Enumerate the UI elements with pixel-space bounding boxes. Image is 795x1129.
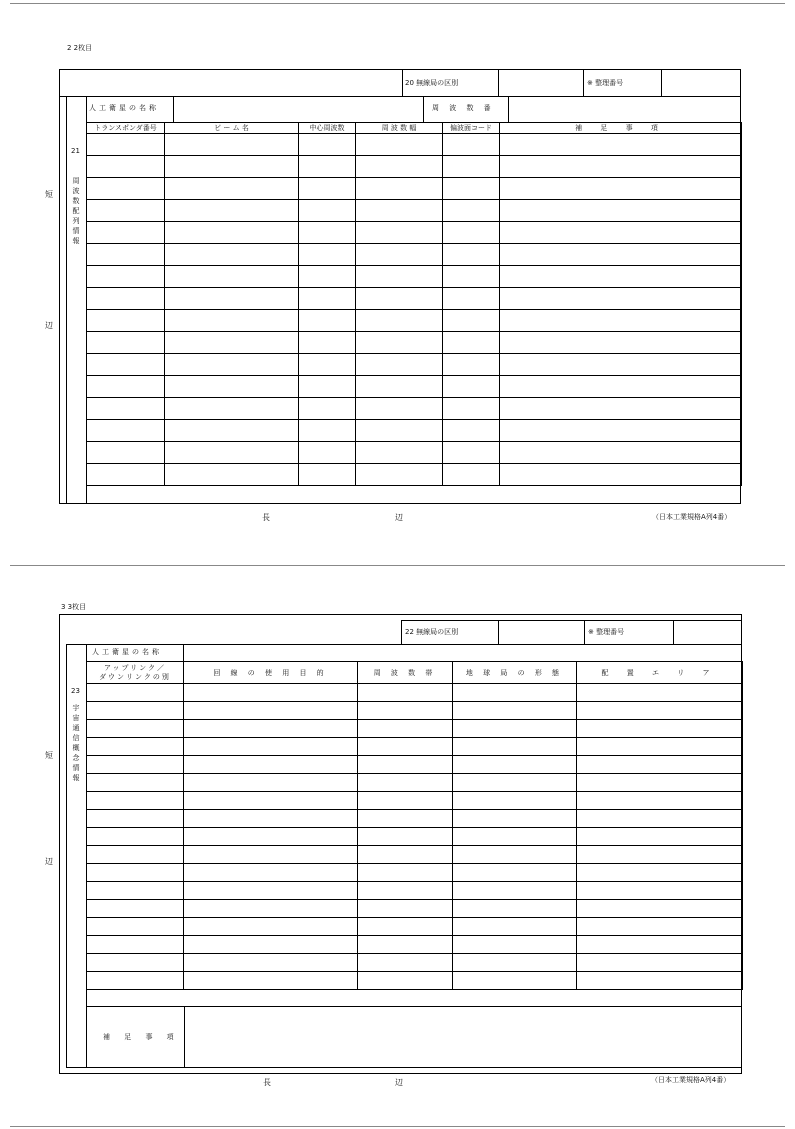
table-cell[interactable]	[500, 134, 742, 156]
page3-remarks-label: 補 足 事 項	[103, 1033, 180, 1041]
table-cell[interactable]	[453, 846, 577, 864]
table-row	[87, 178, 742, 200]
table-row	[87, 900, 743, 918]
table-cell[interactable]	[299, 332, 356, 354]
table-cell[interactable]	[87, 846, 184, 864]
header-line: アップリンク／	[103, 663, 167, 672]
page2-label: 2 2枚目	[67, 44, 93, 52]
table-cell[interactable]	[87, 828, 184, 846]
table-cell[interactable]	[453, 936, 577, 954]
top-separator	[10, 3, 785, 4]
table-cell[interactable]	[356, 442, 443, 464]
table-row	[87, 420, 742, 442]
table-cell[interactable]	[356, 244, 443, 266]
table-cell[interactable]	[358, 900, 453, 918]
table-cell[interactable]	[356, 310, 443, 332]
table-cell[interactable]	[500, 244, 742, 266]
page3-section-title: 宇宙通信概念情報	[72, 704, 80, 782]
page2-ref-label: ※ 整理番号	[587, 79, 624, 87]
table-cell[interactable]	[165, 398, 299, 420]
table-row	[87, 464, 742, 486]
table-cell[interactable]	[577, 828, 743, 846]
table-cell[interactable]	[184, 936, 358, 954]
column-header: ビ ー ム 名	[165, 123, 299, 134]
table-cell[interactable]	[165, 134, 299, 156]
table-cell[interactable]	[87, 936, 184, 954]
table-cell[interactable]	[165, 332, 299, 354]
table-cell[interactable]	[184, 684, 358, 702]
table-cell[interactable]	[299, 222, 356, 244]
table-cell[interactable]	[443, 156, 500, 178]
table-cell[interactable]	[184, 846, 358, 864]
column-header: 補 足 事 項	[500, 123, 742, 134]
table-cell[interactable]	[87, 738, 184, 756]
table-cell[interactable]	[87, 266, 165, 288]
table-cell[interactable]	[184, 882, 358, 900]
table-cell[interactable]	[443, 288, 500, 310]
page3-remarks-row	[86, 1006, 742, 1068]
table-row	[87, 846, 743, 864]
page3-satellite-name-label: 人工衛星の名称	[92, 648, 162, 656]
column-header: 回 線 の 使 用 目 的	[184, 662, 358, 684]
table-cell[interactable]	[299, 310, 356, 332]
table-cell[interactable]	[184, 702, 358, 720]
table-row	[87, 864, 743, 882]
table-cell[interactable]	[299, 398, 356, 420]
table-cell[interactable]	[358, 972, 453, 990]
table-cell[interactable]	[577, 738, 743, 756]
divider	[66, 644, 67, 1068]
table-cell[interactable]	[87, 464, 165, 486]
divider	[423, 96, 424, 122]
table-cell[interactable]	[500, 200, 742, 222]
table-cell[interactable]	[443, 354, 500, 376]
table-cell[interactable]	[356, 376, 443, 398]
table-cell[interactable]	[87, 310, 165, 332]
table-cell[interactable]	[184, 900, 358, 918]
table-cell[interactable]	[165, 200, 299, 222]
table-cell[interactable]	[356, 200, 443, 222]
table-cell[interactable]	[443, 178, 500, 200]
table-cell[interactable]	[577, 792, 743, 810]
column-header: トランスポンダ番号	[87, 123, 165, 134]
table-cell[interactable]	[500, 442, 742, 464]
bottom-separator	[10, 1126, 785, 1127]
table-cell[interactable]	[453, 756, 577, 774]
table-row	[87, 354, 742, 376]
table-cell[interactable]	[87, 918, 184, 936]
table-cell[interactable]	[358, 882, 453, 900]
table-cell[interactable]	[87, 972, 184, 990]
table-cell[interactable]	[87, 900, 184, 918]
page2-section-title: 周波数配列情報	[72, 177, 80, 245]
table-row	[87, 684, 743, 702]
table-row	[87, 442, 742, 464]
column-header: 配 置 エ リ ア	[577, 662, 743, 684]
table-cell[interactable]	[184, 828, 358, 846]
table-cell[interactable]	[356, 266, 443, 288]
table-cell[interactable]	[87, 774, 184, 792]
page2-frequency-field[interactable]	[508, 96, 741, 122]
table-cell[interactable]	[358, 936, 453, 954]
table-cell[interactable]	[165, 310, 299, 332]
page3-long-side-1: 長	[263, 1078, 271, 1087]
page2-frequency-table	[86, 122, 742, 486]
table-cell[interactable]	[356, 420, 443, 442]
table-cell[interactable]	[184, 792, 358, 810]
table-cell[interactable]	[358, 828, 453, 846]
table-cell[interactable]	[358, 954, 453, 972]
page2-long-side-2: 辺	[395, 513, 403, 522]
table-cell[interactable]	[577, 774, 743, 792]
page3-long-side-2: 辺	[395, 1078, 403, 1087]
page3-section-number: 23	[71, 687, 80, 695]
table-cell[interactable]	[453, 954, 577, 972]
table-cell[interactable]	[358, 684, 453, 702]
table-cell[interactable]	[87, 420, 165, 442]
divider	[584, 620, 585, 644]
table-cell[interactable]	[165, 178, 299, 200]
table-cell[interactable]	[87, 398, 165, 420]
table-cell[interactable]	[577, 702, 743, 720]
table-row	[87, 774, 743, 792]
table-row	[87, 244, 742, 266]
page3-station-label: 22 無線局の区別	[405, 628, 459, 636]
page2-satellite-name-label: 人工衛星の名称	[89, 104, 159, 112]
table-cell[interactable]	[358, 810, 453, 828]
table-cell[interactable]	[87, 702, 184, 720]
table-cell[interactable]	[577, 918, 743, 936]
page2-table-header	[87, 123, 742, 134]
table-cell[interactable]	[453, 738, 577, 756]
table-cell[interactable]	[500, 420, 742, 442]
table-cell[interactable]	[443, 376, 500, 398]
table-row	[87, 398, 742, 420]
table-cell[interactable]	[87, 156, 165, 178]
table-cell[interactable]	[184, 864, 358, 882]
table-cell[interactable]	[453, 972, 577, 990]
page2-short-side-1: 短	[45, 190, 53, 199]
table-cell[interactable]	[577, 756, 743, 774]
page3-ref-field[interactable]	[673, 620, 742, 644]
table-cell[interactable]	[184, 918, 358, 936]
table-cell[interactable]	[299, 442, 356, 464]
table-row	[87, 792, 743, 810]
table-row	[87, 738, 743, 756]
table-cell[interactable]	[87, 684, 184, 702]
table-cell[interactable]	[87, 200, 165, 222]
column-header	[87, 662, 184, 684]
column-header: 周 波 数 帯	[358, 662, 453, 684]
table-cell[interactable]	[299, 244, 356, 266]
table-cell[interactable]	[184, 972, 358, 990]
table-cell[interactable]	[443, 200, 500, 222]
table-row	[87, 954, 743, 972]
table-row	[87, 828, 743, 846]
table-row	[87, 936, 743, 954]
table-cell[interactable]	[87, 720, 184, 738]
table-cell[interactable]	[356, 222, 443, 244]
table-cell[interactable]	[577, 864, 743, 882]
table-cell[interactable]	[87, 244, 165, 266]
table-cell[interactable]	[356, 178, 443, 200]
page3-jis-note: （日本工業規格A列4番）	[651, 1076, 731, 1084]
table-cell[interactable]	[358, 756, 453, 774]
table-cell[interactable]	[299, 178, 356, 200]
table-cell[interactable]	[358, 846, 453, 864]
table-cell[interactable]	[453, 828, 577, 846]
table-cell[interactable]	[358, 720, 453, 738]
page2-satellite-name-field[interactable]	[173, 96, 423, 122]
header-line: ダウンリンクの別	[99, 672, 171, 681]
table-cell[interactable]	[87, 288, 165, 310]
page2-short-side-2: 辺	[45, 321, 53, 330]
table-row	[87, 720, 743, 738]
table-cell[interactable]	[87, 810, 184, 828]
table-cell[interactable]	[577, 846, 743, 864]
column-header: 地 球 局 の 形 態	[453, 662, 577, 684]
table-cell[interactable]	[443, 398, 500, 420]
table-cell[interactable]	[299, 354, 356, 376]
table-cell[interactable]	[87, 134, 165, 156]
table-row	[87, 332, 742, 354]
table-cell[interactable]	[443, 310, 500, 332]
table-cell[interactable]	[165, 266, 299, 288]
table-cell[interactable]	[184, 774, 358, 792]
table-row	[87, 266, 742, 288]
table-cell[interactable]	[500, 354, 742, 376]
divider	[401, 620, 402, 644]
middle-separator	[10, 565, 785, 566]
table-cell[interactable]	[299, 464, 356, 486]
table-cell[interactable]	[299, 376, 356, 398]
table-cell[interactable]	[184, 756, 358, 774]
table-cell[interactable]	[453, 720, 577, 738]
table-cell[interactable]	[577, 810, 743, 828]
table-cell[interactable]	[453, 684, 577, 702]
table-cell[interactable]	[453, 882, 577, 900]
table-cell[interactable]	[443, 332, 500, 354]
table-cell[interactable]	[165, 354, 299, 376]
table-cell[interactable]	[500, 156, 742, 178]
divider	[66, 96, 67, 503]
table-cell[interactable]	[184, 810, 358, 828]
page2-frequency-label: 周 波 数 番	[432, 104, 495, 112]
table-cell[interactable]	[453, 810, 577, 828]
table-row	[87, 156, 742, 178]
table-cell[interactable]	[165, 222, 299, 244]
table-cell[interactable]	[299, 156, 356, 178]
table-cell[interactable]	[577, 936, 743, 954]
table-cell[interactable]	[87, 882, 184, 900]
table-cell[interactable]	[500, 178, 742, 200]
table-cell[interactable]	[453, 792, 577, 810]
page2-station-field[interactable]	[498, 69, 584, 97]
table-cell[interactable]	[356, 354, 443, 376]
table-cell[interactable]	[165, 442, 299, 464]
table-cell[interactable]	[87, 222, 165, 244]
page2-ref-field[interactable]	[661, 69, 741, 97]
table-cell[interactable]	[358, 738, 453, 756]
table-cell[interactable]	[577, 972, 743, 990]
page3-table-header	[87, 662, 743, 684]
table-cell[interactable]	[500, 332, 742, 354]
table-cell[interactable]	[577, 684, 743, 702]
table-cell[interactable]	[356, 288, 443, 310]
column-header: 中心周波数	[299, 123, 356, 134]
table-cell[interactable]	[443, 244, 500, 266]
divider	[402, 69, 403, 96]
table-cell[interactable]	[299, 200, 356, 222]
table-row	[87, 200, 742, 222]
table-cell[interactable]	[500, 310, 742, 332]
table-cell[interactable]	[165, 464, 299, 486]
table-cell[interactable]	[500, 288, 742, 310]
table-cell[interactable]	[356, 134, 443, 156]
page3-ref-label: ※ 整理番号	[588, 628, 625, 636]
table-cell[interactable]	[184, 738, 358, 756]
page3-label: 3 3枚目	[61, 603, 87, 611]
table-row	[87, 702, 743, 720]
table-cell[interactable]	[87, 178, 165, 200]
table-cell[interactable]	[453, 900, 577, 918]
page2-long-side-1: 長	[262, 513, 270, 522]
table-cell[interactable]	[500, 376, 742, 398]
table-cell[interactable]	[453, 702, 577, 720]
table-cell[interactable]	[299, 288, 356, 310]
table-cell[interactable]	[500, 464, 742, 486]
table-cell[interactable]	[358, 702, 453, 720]
table-cell[interactable]	[443, 442, 500, 464]
table-cell[interactable]	[577, 954, 743, 972]
page2-station-label: 20 無線局の区別	[405, 79, 459, 87]
table-cell[interactable]	[443, 420, 500, 442]
table-row	[87, 810, 743, 828]
table-cell[interactable]	[165, 244, 299, 266]
table-cell[interactable]	[184, 720, 358, 738]
table-cell[interactable]	[453, 774, 577, 792]
table-row	[87, 310, 742, 332]
table-cell[interactable]	[87, 332, 165, 354]
table-cell[interactable]	[165, 288, 299, 310]
column-header: 周 波 数 幅	[356, 123, 443, 134]
table-cell[interactable]	[87, 864, 184, 882]
table-cell[interactable]	[443, 266, 500, 288]
table-row	[87, 882, 743, 900]
page2-section-number: 21	[71, 147, 80, 155]
table-cell[interactable]	[443, 222, 500, 244]
page2-jis-note: （日本工業規格A列4番）	[652, 513, 732, 521]
table-row	[87, 972, 743, 990]
table-cell[interactable]	[87, 954, 184, 972]
page3-station-field[interactable]	[498, 620, 584, 644]
table-cell[interactable]	[356, 156, 443, 178]
table-row	[87, 918, 743, 936]
table-cell[interactable]	[165, 420, 299, 442]
table-cell[interactable]	[443, 464, 500, 486]
table-cell[interactable]	[453, 918, 577, 936]
table-row	[87, 756, 743, 774]
table-cell[interactable]	[577, 720, 743, 738]
table-cell[interactable]	[356, 398, 443, 420]
table-cell[interactable]	[87, 376, 165, 398]
table-cell[interactable]	[500, 398, 742, 420]
table-cell[interactable]	[453, 864, 577, 882]
page3-short-side-1: 短	[45, 751, 53, 760]
table-row	[87, 134, 742, 156]
table-row	[87, 288, 742, 310]
table-cell[interactable]	[87, 756, 184, 774]
table-cell[interactable]	[87, 354, 165, 376]
table-row	[87, 376, 742, 398]
table-cell[interactable]	[87, 442, 165, 464]
table-cell[interactable]	[358, 864, 453, 882]
table-cell[interactable]	[165, 156, 299, 178]
page3-remarks-field[interactable]	[185, 1007, 741, 1067]
page3-concept-table	[86, 661, 743, 990]
table-cell[interactable]	[500, 222, 742, 244]
table-cell[interactable]	[356, 332, 443, 354]
page3-satellite-name-field[interactable]	[183, 644, 742, 661]
page3-short-side-2: 辺	[45, 857, 53, 866]
table-cell[interactable]	[358, 774, 453, 792]
table-cell[interactable]	[299, 134, 356, 156]
table-cell[interactable]	[443, 134, 500, 156]
table-cell[interactable]	[500, 266, 742, 288]
column-header: 偏波面コード	[443, 123, 500, 134]
table-cell[interactable]	[358, 918, 453, 936]
table-cell[interactable]	[577, 900, 743, 918]
table-cell[interactable]	[87, 792, 184, 810]
table-cell[interactable]	[577, 882, 743, 900]
table-cell[interactable]	[358, 792, 453, 810]
table-row	[87, 222, 742, 244]
table-cell[interactable]	[299, 420, 356, 442]
table-cell[interactable]	[299, 266, 356, 288]
table-cell[interactable]	[165, 376, 299, 398]
table-cell[interactable]	[356, 464, 443, 486]
table-cell[interactable]	[184, 954, 358, 972]
